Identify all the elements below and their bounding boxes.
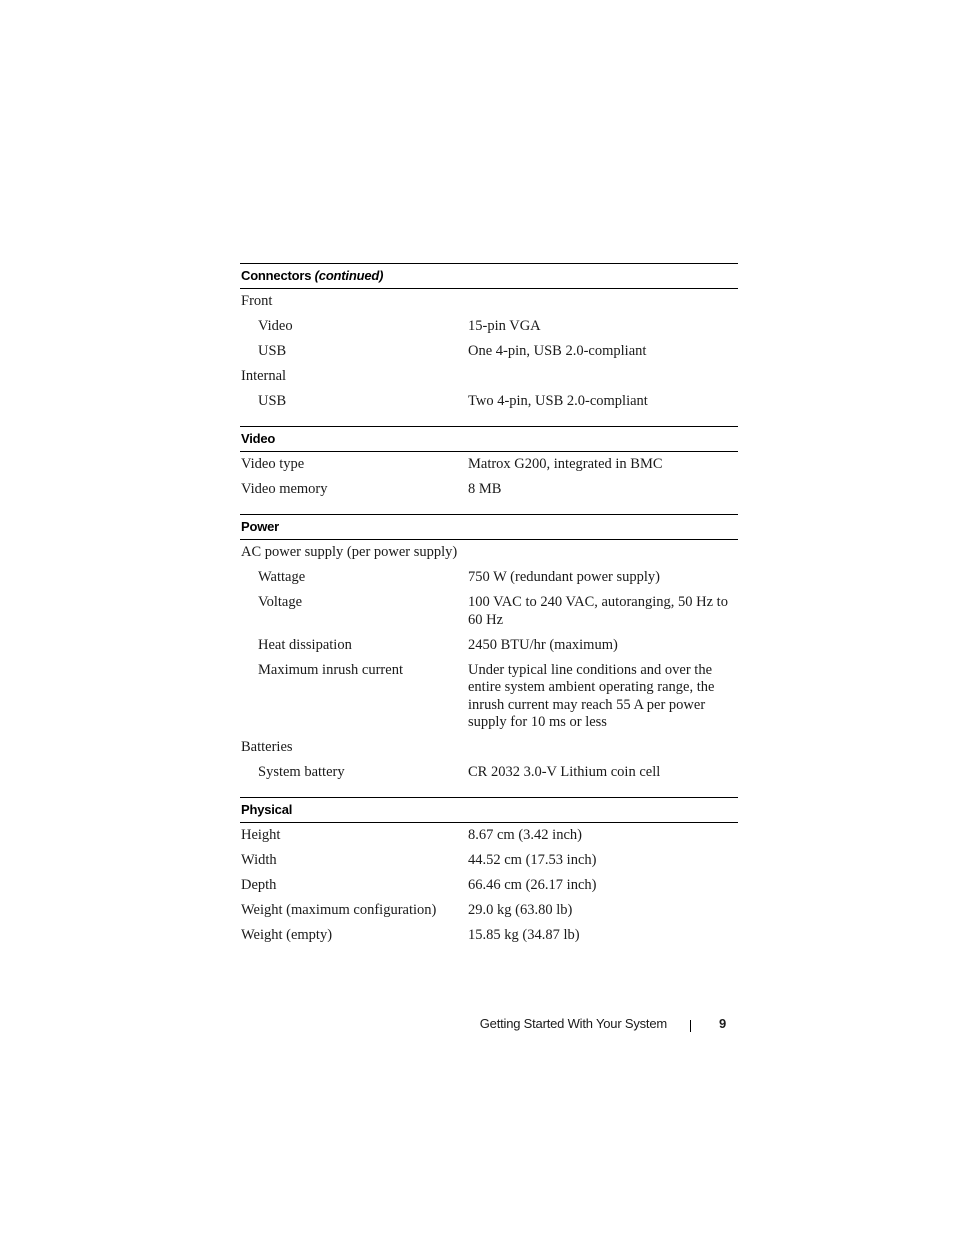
spec-label: USB xyxy=(258,343,287,359)
spec-value: 15-pin VGA xyxy=(468,318,541,334)
spec-label: Front xyxy=(241,293,273,309)
spec-label: Weight (maximum configuration) xyxy=(241,902,437,918)
spec-row xyxy=(240,874,738,899)
spec-label: Width xyxy=(241,852,277,868)
spec-row xyxy=(240,849,738,874)
section-title: Video xyxy=(241,431,276,446)
spec-label: Height xyxy=(241,827,281,843)
section-heading xyxy=(240,514,738,540)
spec-value: Two 4-pin, USB 2.0-compliant xyxy=(468,393,648,409)
spec-label: Video type xyxy=(241,456,305,472)
spec-value: 2450 BTU/hr (maximum) xyxy=(468,636,618,653)
page-number: 9 xyxy=(719,1016,727,1031)
spec-value xyxy=(468,368,738,386)
spec-value: 29.0 kg (63.80 lb) xyxy=(468,902,573,918)
spec-value xyxy=(468,293,738,311)
spec-table xyxy=(240,263,738,960)
section-title: Physical xyxy=(241,802,293,817)
spec-row xyxy=(240,390,738,415)
spec-row xyxy=(240,290,738,315)
spec-row xyxy=(240,634,738,659)
section-heading xyxy=(240,797,738,823)
spec-label: AC power supply (per power supply) xyxy=(241,544,458,560)
section-rows xyxy=(240,540,738,797)
spec-value: CR 2032 3.0-V Lithium coin cell xyxy=(468,764,661,780)
spec-row xyxy=(240,736,738,761)
footer-separator xyxy=(690,1020,691,1032)
spec-value: One 4-pin, USB 2.0-compliant xyxy=(468,343,647,359)
footer-title: Getting Started With Your System xyxy=(479,1016,667,1031)
spec-label: Video memory xyxy=(241,481,328,497)
spec-value: 66.46 cm (26.17 inch) xyxy=(468,877,597,893)
spec-row xyxy=(240,566,738,591)
page-footer xyxy=(0,1016,954,1036)
spec-row xyxy=(240,924,738,949)
spec-row xyxy=(240,453,738,478)
spec-row xyxy=(240,365,738,390)
spec-row xyxy=(240,478,738,503)
section-title: Power xyxy=(241,519,280,534)
section-rows xyxy=(240,823,738,960)
spec-label: Internal xyxy=(241,368,287,384)
spec-value xyxy=(468,739,738,757)
spec-row xyxy=(240,899,738,924)
section-video xyxy=(240,426,738,514)
section-connectors xyxy=(240,263,738,426)
spec-label: Wattage xyxy=(258,569,306,585)
spec-value: 15.85 kg (34.87 lb) xyxy=(468,927,580,943)
spec-row xyxy=(240,315,738,340)
spec-row xyxy=(240,541,738,566)
section-heading xyxy=(240,263,738,289)
spec-label: USB xyxy=(258,393,287,409)
spec-row xyxy=(240,824,738,849)
spec-label: Maximum inrush current xyxy=(258,661,403,678)
section-title: Connectors xyxy=(241,268,312,283)
spec-row xyxy=(240,340,738,365)
spec-label: Voltage xyxy=(258,594,303,610)
spec-value: Under typical line conditions and over the entire system ambient operating range, the inrush current may reach 55 A per power supply for 10 ms or less xyxy=(468,661,715,730)
section-heading xyxy=(240,426,738,452)
spec-value: 100 VAC to 240 VAC, autoranging, 50 Hz to 60 Hz xyxy=(468,594,728,628)
spec-label: System battery xyxy=(258,764,345,780)
section-rows xyxy=(240,289,738,426)
spec-label: Weight (empty) xyxy=(241,927,333,943)
spec-row xyxy=(240,659,738,737)
spec-value: 750 W (redundant power supply) xyxy=(468,569,660,585)
section-physical xyxy=(240,797,738,960)
spec-value: 44.52 cm (17.53 inch) xyxy=(468,852,597,868)
spec-row xyxy=(240,591,738,634)
spec-label: Depth xyxy=(241,877,277,893)
spec-label: Heat dissipation xyxy=(258,636,352,653)
section-power xyxy=(240,514,738,797)
section-rows xyxy=(240,452,738,514)
spec-value: 8.67 cm (3.42 inch) xyxy=(468,827,582,843)
spec-value xyxy=(468,544,738,562)
section-title-suffix: (continued) xyxy=(314,268,384,283)
spec-label: Video xyxy=(258,318,293,334)
spec-value: 8 MB xyxy=(468,481,502,497)
spec-label: Batteries xyxy=(241,739,293,755)
spec-value: Matrox G200, integrated in BMC xyxy=(468,456,663,472)
spec-row xyxy=(240,761,738,786)
